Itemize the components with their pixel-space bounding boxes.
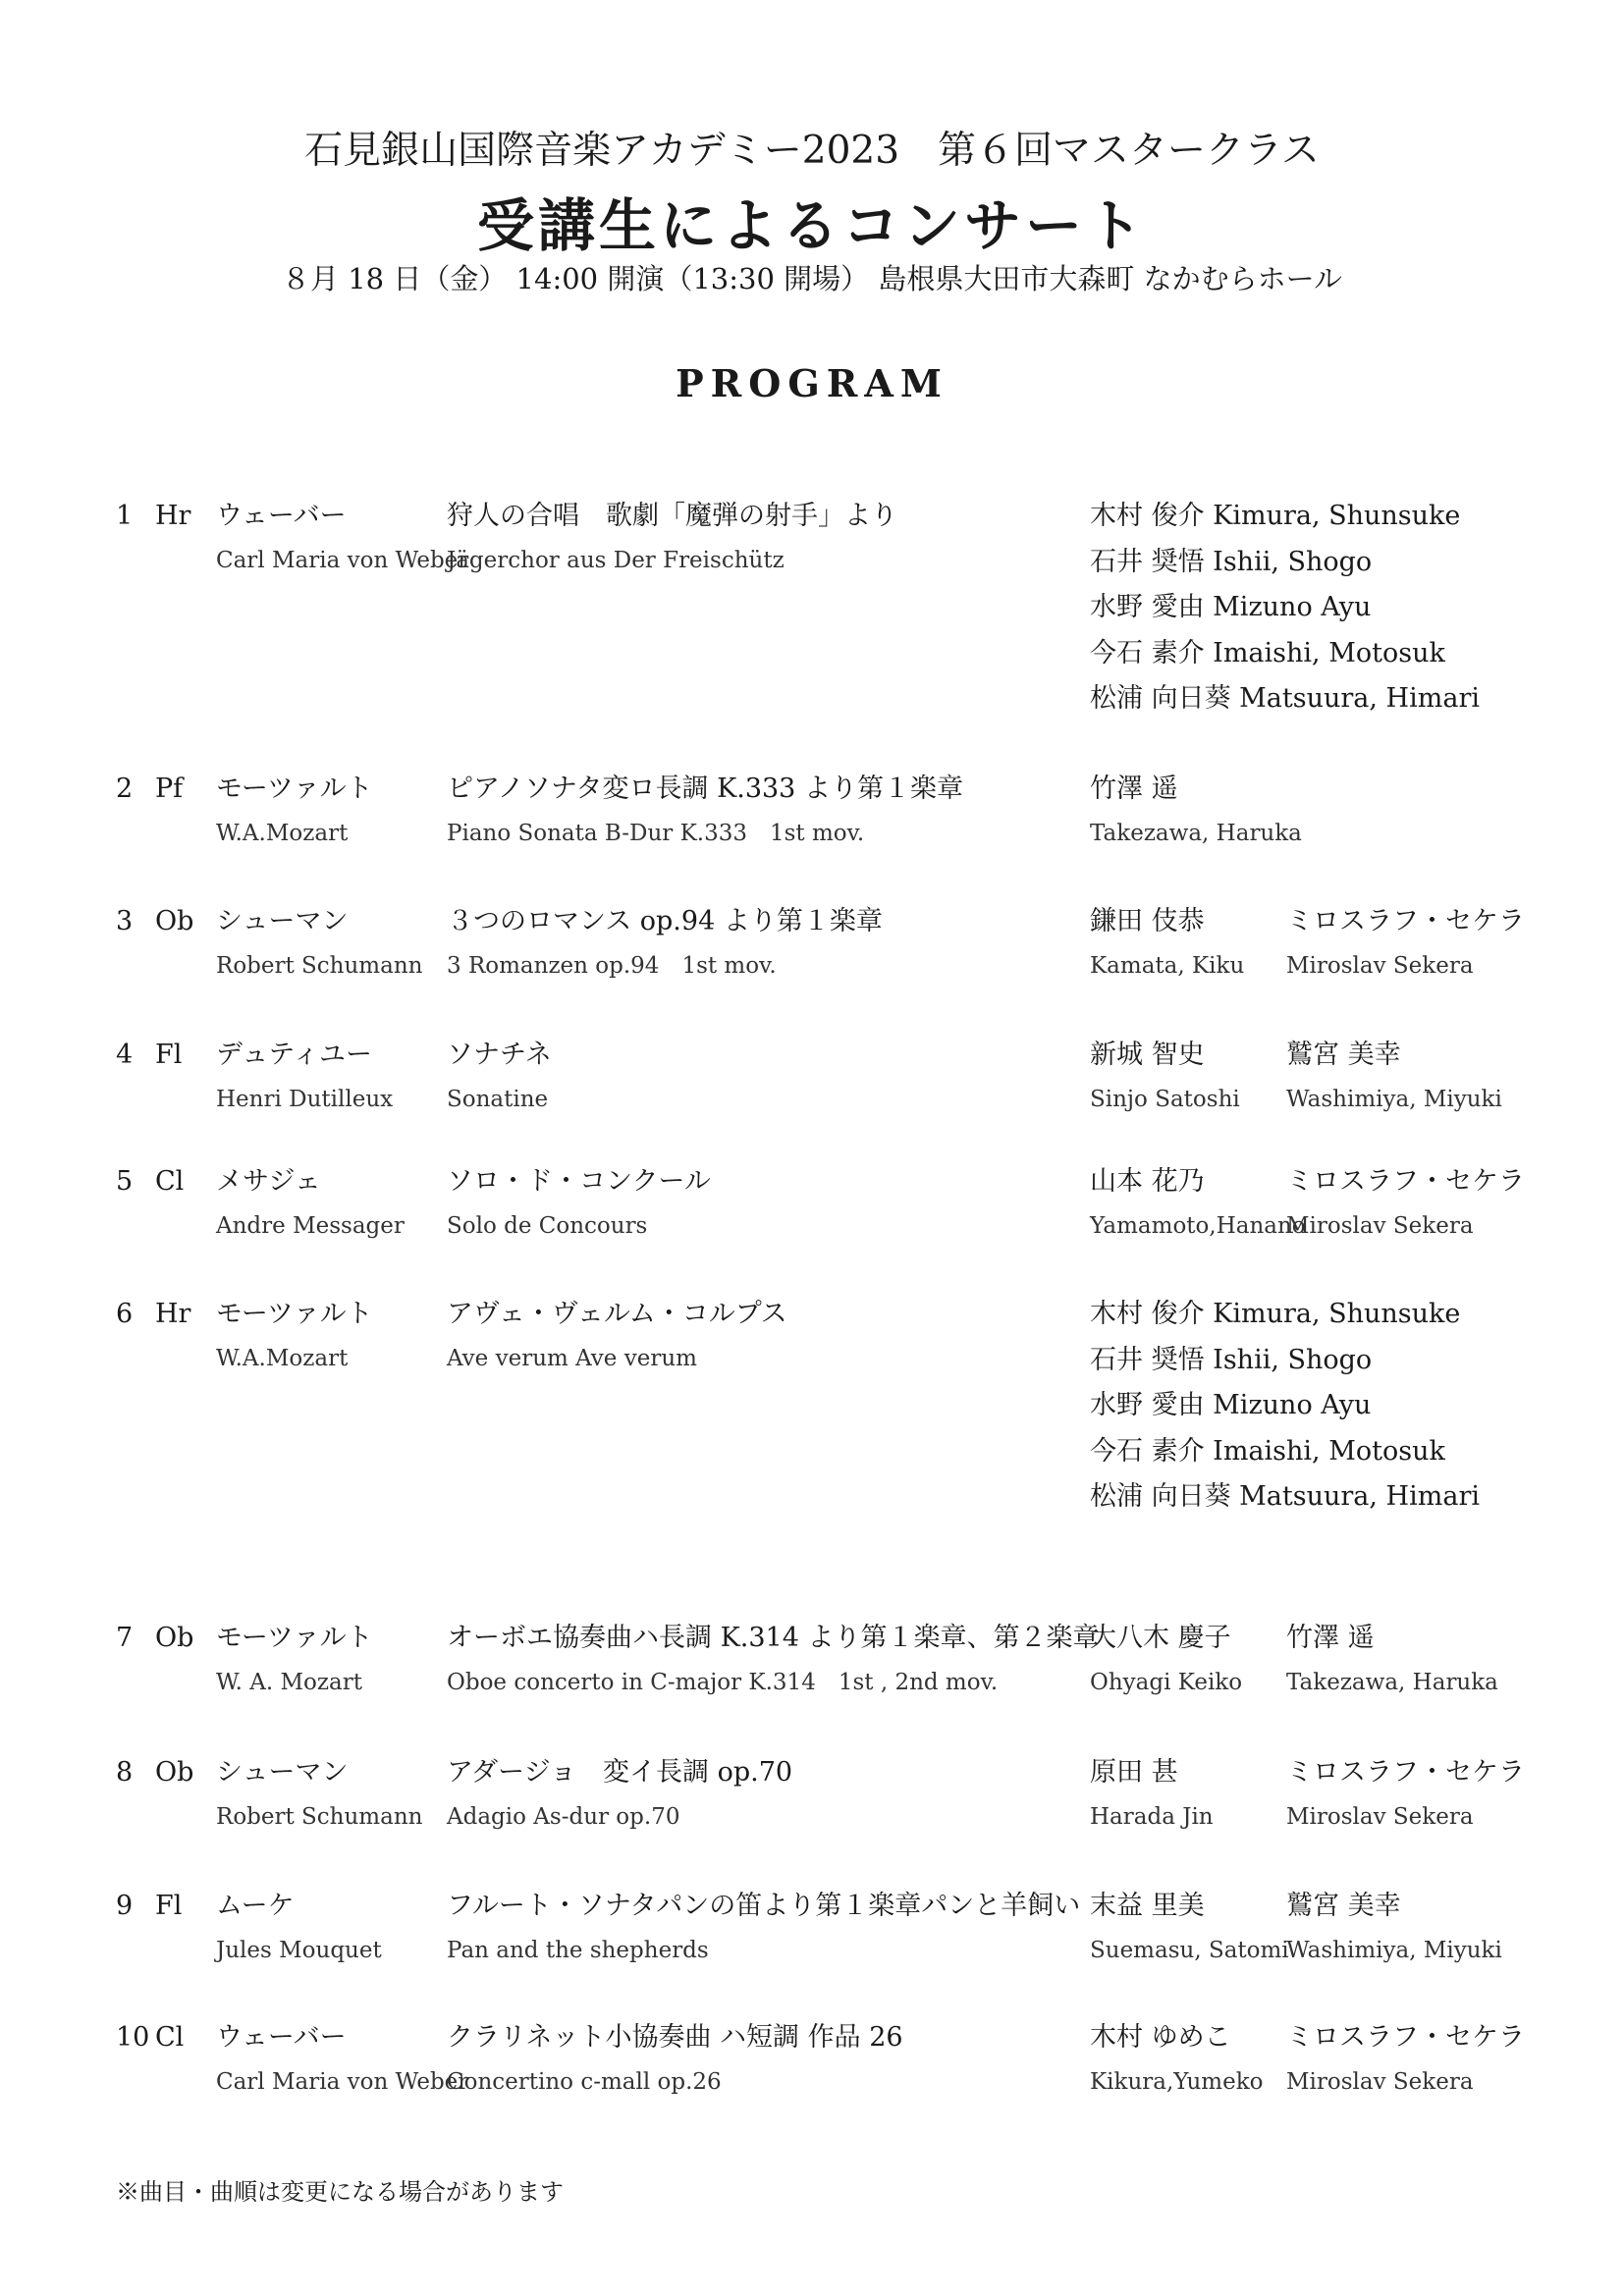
composer-ja: シューマン xyxy=(216,906,349,936)
performer-en: Kamata, Kiku xyxy=(1090,953,1245,979)
performer: 石井 奨悟 Ishii, Shogo xyxy=(1090,1344,1373,1375)
performer: 水野 愛由 Mizuno Ayu xyxy=(1090,592,1372,622)
program-number: 3 xyxy=(116,906,134,936)
performer: 水野 愛由 Mizuno Ayu xyxy=(1090,1390,1372,1420)
performer: 今石 素介 Imaishi, Motosuk xyxy=(1090,1435,1445,1467)
title-en: Ave verum Ave verum xyxy=(447,1346,697,1371)
accompanist-ja: ミロスラフ・セケラ xyxy=(1286,2022,1525,2053)
performer: 今石 素介 Imaishi, Motosuk xyxy=(1090,637,1445,668)
title-ja: ピアノソナタ変ロ長調 K.333 より第１楽章 xyxy=(447,774,963,804)
performer-ja: 原田 甚 xyxy=(1090,1757,1178,1788)
accompanist-en: Miroslav Sekera xyxy=(1286,2069,1474,2095)
composer-en: Carl Maria von Weber xyxy=(216,548,469,573)
composer-en: W.A.Mozart xyxy=(216,821,349,846)
accompanist-en: Miroslav Sekera xyxy=(1286,953,1474,979)
composer-en: Robert Schumann xyxy=(216,1804,423,1830)
performer-en: Yamamoto,Hanano xyxy=(1090,1213,1306,1239)
composer-en: W.A.Mozart xyxy=(216,1346,349,1371)
title-ja: 狩人の合唱 歌劇「魔弾の射手」より xyxy=(447,501,897,531)
performer: 木村 俊介 Kimura, Shunsuke xyxy=(1090,501,1461,531)
title-en: Solo de Concours xyxy=(447,1213,648,1239)
instrument: Hr xyxy=(155,1299,191,1329)
program-number: 2 xyxy=(116,774,134,804)
program-number: 8 xyxy=(116,1757,134,1788)
title-ja: フルート・ソナタパンの笛より第１楽章パンと羊飼い xyxy=(447,1891,1081,1921)
title-en: Adagio As-dur op.70 xyxy=(447,1804,680,1830)
title-en: Sonatine xyxy=(447,1087,549,1112)
instrument: Fl xyxy=(155,1891,183,1921)
performer: 松浦 向日葵 Matsuura, Himari xyxy=(1090,683,1480,714)
title-ja: アダージョ 変イ長調 op.70 xyxy=(447,1757,793,1788)
accompanist-ja: 鷲宮 美幸 xyxy=(1286,1891,1401,1921)
title-ja: オーボエ協奏曲ハ長調 K.314 より第１楽章、第２楽章 xyxy=(447,1623,1100,1653)
performer-en: Harada Jin xyxy=(1090,1804,1214,1830)
composer-ja: モーツァルト xyxy=(216,1623,373,1653)
performer: 松浦 向日葵 Matsuura, Himari xyxy=(1090,1481,1480,1512)
program-number: 1 xyxy=(116,501,134,531)
program-number: 10 xyxy=(116,2022,150,2053)
composer-en: Jules Mouquet xyxy=(216,1938,382,1963)
performer-en: Sinjo Satoshi xyxy=(1090,1087,1240,1112)
performer-ja: 末益 里美 xyxy=(1090,1891,1205,1921)
program-number: 4 xyxy=(116,1040,134,1070)
instrument: Cl xyxy=(155,1166,185,1197)
footer-note: ※曲目・曲順は変更になる場合があります xyxy=(116,2178,564,2206)
title-en: Piano Sonata B-Dur K.333 1st mov. xyxy=(447,821,865,846)
accompanist-en: Miroslav Sekera xyxy=(1286,1213,1474,1239)
performer-ja: 鎌田 伎恭 xyxy=(1090,906,1205,936)
performer-ja: 新城 智史 xyxy=(1090,1040,1205,1070)
title-ja: ソロ・ド・コンクール xyxy=(447,1166,711,1197)
program-number: 7 xyxy=(116,1623,134,1653)
instrument: Hr xyxy=(155,501,191,531)
title-en: Pan and the shepherds xyxy=(447,1938,709,1963)
composer-ja: ムーケ xyxy=(216,1891,295,1921)
instrument: Ob xyxy=(155,1757,194,1788)
accompanist-ja: ミロスラフ・セケラ xyxy=(1286,1757,1525,1788)
accompanist-en: Takezawa, Haruka xyxy=(1286,1670,1498,1695)
date-venue: ８月 18 日（金） 14:00 開演（13:30 開場） 島根県大田市大森町 なかむらホール xyxy=(282,262,1342,295)
title-en: Oboe concerto in C-major K.314 1st , 2nd mov. xyxy=(447,1670,999,1695)
accompanist-en: Washimiya, Miyuki xyxy=(1286,1938,1502,1963)
composer-ja: シューマン xyxy=(216,1757,349,1788)
accompanist-ja: 竹澤 遥 xyxy=(1286,1623,1375,1653)
performer-ja: 山本 花乃 xyxy=(1090,1166,1205,1197)
composer-ja: ウェーバー xyxy=(216,501,347,531)
program-heading: PROGRAM xyxy=(676,361,948,405)
accompanist-ja: ミロスラフ・セケラ xyxy=(1286,906,1525,936)
title-ja: ソナチネ xyxy=(447,1040,552,1070)
composer-ja: モーツァルト xyxy=(216,774,373,804)
performer: 石井 奨悟 Ishii, Shogo xyxy=(1090,546,1373,577)
performer-en: Suemasu, Satomi xyxy=(1090,1938,1289,1963)
instrument: Cl xyxy=(155,2022,185,2053)
performer-en: Kikura,Yumeko xyxy=(1090,2069,1264,2095)
title-en: Concertino c-mall op.26 xyxy=(447,2069,722,2095)
composer-en: Carl Maria von Weber xyxy=(216,2069,469,2095)
instrument: Ob xyxy=(155,1623,194,1653)
accompanist-ja: ミロスラフ・セケラ xyxy=(1286,1166,1525,1197)
title-en: Jägerchor aus Der Freischütz xyxy=(447,548,785,573)
accompanist-en: Miroslav Sekera xyxy=(1286,1804,1474,1830)
composer-en: Robert Schumann xyxy=(216,953,423,979)
page-title: 受講生によるコンサート xyxy=(476,192,1147,259)
composer-en: W. A. Mozart xyxy=(216,1670,362,1695)
instrument: Ob xyxy=(155,906,194,936)
instrument: Pf xyxy=(155,774,184,804)
performer-ja: 木村 ゆめこ xyxy=(1090,2022,1231,2053)
accompanist-en: Washimiya, Miyuki xyxy=(1286,1087,1502,1112)
title-ja: ３つのロマンス op.94 より第１楽章 xyxy=(447,906,883,936)
performer-ja: 大八木 慶子 xyxy=(1090,1623,1231,1653)
composer-ja: デュティユー xyxy=(216,1040,373,1070)
composer-en: Andre Messager xyxy=(216,1213,405,1239)
accompanist-ja: 鷲宮 美幸 xyxy=(1286,1040,1401,1070)
program-number: 5 xyxy=(116,1166,134,1197)
performer-en: Takezawa, Haruka xyxy=(1090,821,1302,846)
instrument: Fl xyxy=(155,1040,183,1070)
program-number: 9 xyxy=(116,1891,134,1921)
title-ja: アヴェ・ヴェルム・コルプス xyxy=(447,1299,787,1329)
composer-ja: メサジェ xyxy=(216,1166,321,1197)
title-ja: クラリネット小協奏曲 ハ短調 作品 26 xyxy=(447,2022,903,2053)
performer: 木村 俊介 Kimura, Shunsuke xyxy=(1090,1299,1461,1329)
title-en: 3 Romanzen op.94 1st mov. xyxy=(447,953,777,979)
composer-en: Henri Dutilleux xyxy=(216,1087,394,1112)
header-subtitle: 石見銀山国際音楽アカデミー2023 第６回マスタークラス xyxy=(304,129,1320,173)
composer-ja: モーツァルト xyxy=(216,1299,373,1329)
performer-en: Ohyagi Keiko xyxy=(1090,1670,1243,1695)
program-number: 6 xyxy=(116,1299,134,1329)
composer-ja: ウェーバー xyxy=(216,2022,347,2053)
performer-ja: 竹澤 遥 xyxy=(1090,774,1178,804)
